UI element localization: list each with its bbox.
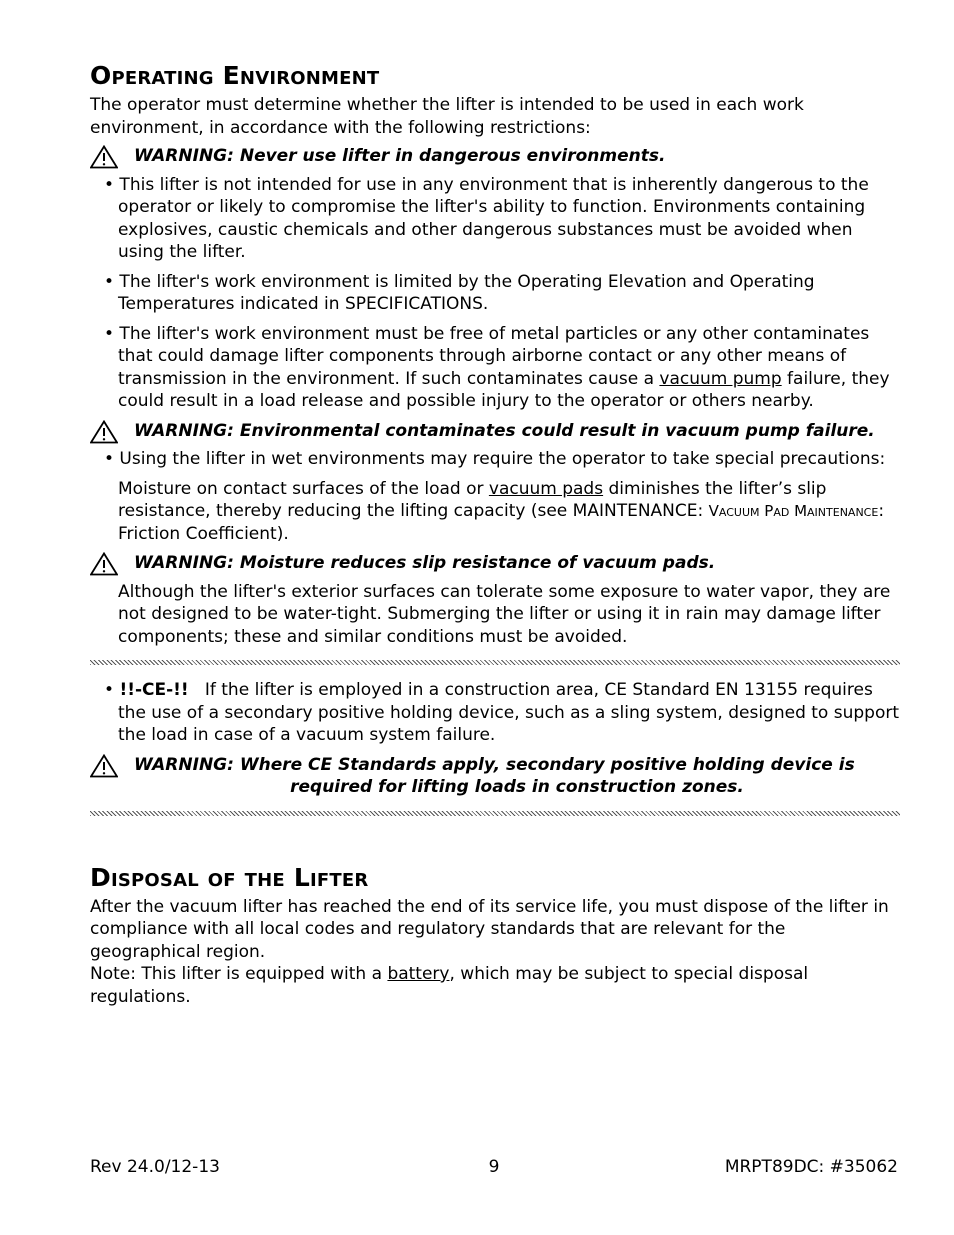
warning-triangle-icon [90,754,118,778]
footer-document-id: MRPT89DC: #35062 [724,1157,898,1177]
warning-moisture [90,552,900,575]
hatch-divider [90,660,900,665]
warning-text: WARNING: Never use lifter in dangerous environments. [134,146,666,166]
intro-paragraph: The operator must determine whether the lifter is intended to be used in each work environment, in accordance with the following restrictions: [90,95,804,138]
warning-text: WARNING: Environmental contaminates could result in vacuum pump failure. [134,420,875,441]
moisture-paragraph: Moisture on contact surfaces of the load or vacuum pads diminishes the lifter’s slip resistance, thereby reducing the lifting capacity (see MAINTENANCE: Vacuum Pad Maintenance: Friction Coefficient). [118,478,885,544]
bullet-ce: • !!-CE-!! If the lifter is employed in a construction area, CE Standard EN 13155 requires the use of a secondary positive holding device, such as a sling system, designed to support the load in case of a vacuum system failure. [104,680,905,745]
section-title-operating-environment: Operating Environment [90,61,380,90]
exterior-paragraph: Although the lifter's exterior surfaces can tolerate some exposure to water vapor, they are not designed to be water-tight. Submerging the lifter or using it in rain may damage lifter components; these and similar conditions must be avoided. [118,581,891,647]
bullet-wet: • Using the lifter in wet environments may require the operator to take special precautions: [104,449,886,469]
footer-revision: Rev 24.0/12-13 [90,1157,220,1177]
page-content [90,58,905,1008]
warning-text: WARNING: Where CE Standards apply, secondary positive holding device is [134,754,855,775]
bullet-contaminates: • The lifter's work environment must be free of metal particles or any other contaminates that could damage lifter components through airborne contact or any other means of transmission in the environment. If such contaminates cause a vacuum pump failure, they could result in a load release and possible injury to the operator or others nearby. [104,323,890,411]
warning-triangle-icon [90,552,118,576]
warning-text-line2: required for lifting loads in construction zones. [290,777,744,797]
battery-note: Note: This lifter is equipped with a battery, which may be subject to special disposal regulations. [90,964,809,1007]
section-title-disposal: Disposal of the Lifter [90,862,369,892]
ce-mark: !!-CE-!! [119,680,189,700]
hatch-divider [90,811,900,816]
warning-dangerous-environments [90,145,900,168]
bullet-elevation: • The lifter's work environment is limited by the Operating Elevation and Operating Temperatures indicated in SPECIFICATIONS. [104,271,815,314]
warning-triangle-icon [90,145,118,169]
footer-page-number: 9 [488,1157,500,1177]
battery-link[interactable]: battery [387,964,450,984]
vacuum-pads-link[interactable]: vacuum pads [488,478,604,499]
bullet-dangerous: • This lifter is not intended for use in any environment that is inherently dangerous to the operator or likely to compromise the lifter's ability to function. Environments containing explosives, caustic chemicals and other dangerous substances must be avoided when using the lifter. [104,174,869,262]
warning-triangle-icon [90,420,118,444]
disposal-paragraph: After the vacuum lifter has reached the end of its service life, you must dispose of the lifter in compliance with all local codes and regulatory standards that are relevant for the geographical region. [90,896,889,962]
warning-contaminates [90,420,900,443]
vacuum-pump-link[interactable]: vacuum pump [659,368,782,389]
warning-text: WARNING: Moisture reduces slip resistance of vacuum pads. [134,553,716,573]
warning-ce [90,754,900,799]
